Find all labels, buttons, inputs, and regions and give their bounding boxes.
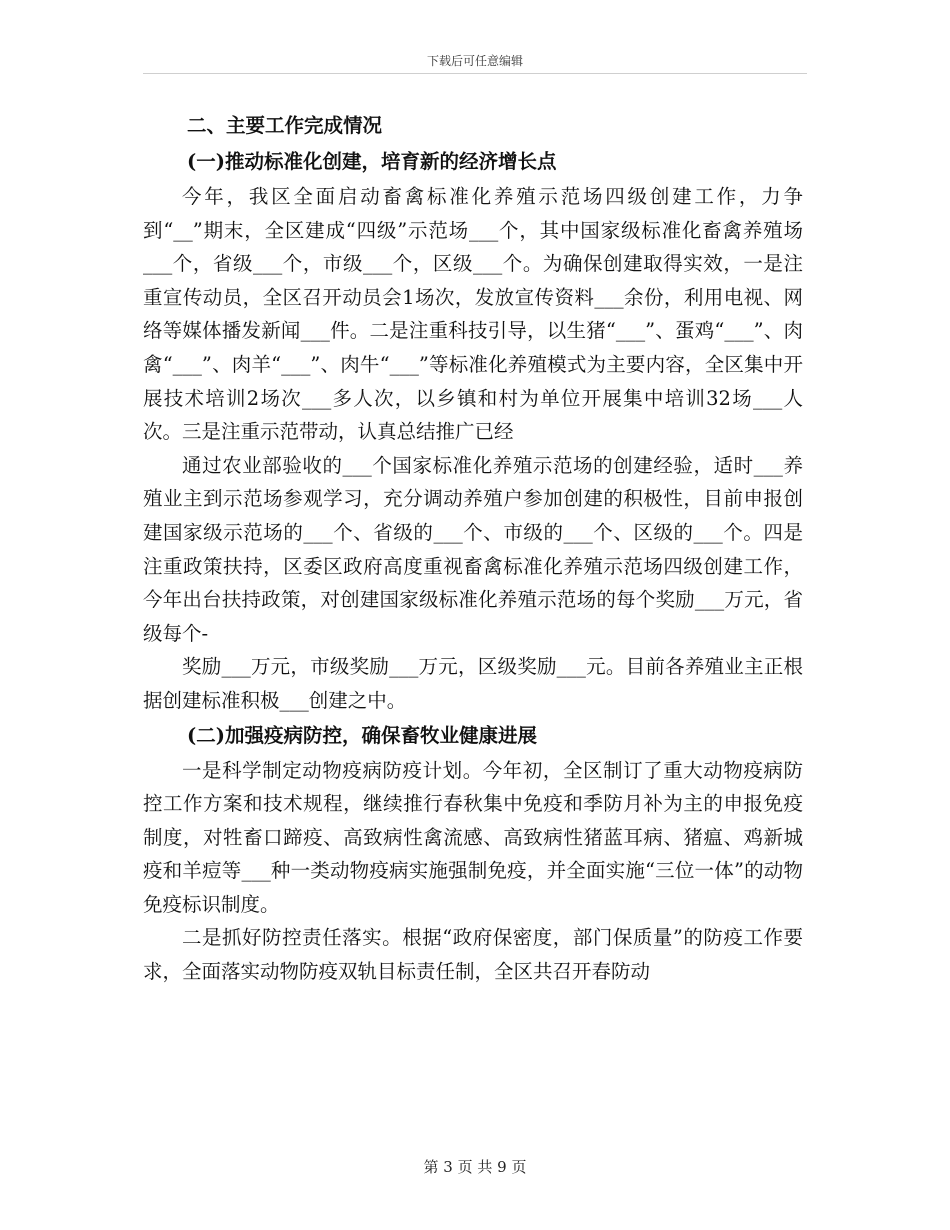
header-divider [143, 73, 807, 74]
paragraph: 通过农业部验收的___个国家标准化养殖示范场的创建经验，适时___养殖业主到示范场参观学习，充分调动养殖户参加创建的积极性，目前申报创建国家级示范场的___个、省级的___个、市级的___个、区级的___个。四是注重政策扶持，区委区政府高度重视畜禽标准化养殖示范场四级创建工作，今年出台扶持政策，对创建国家级标准化养殖示范场的每个奖励___万元，省级每个- [143, 453, 803, 645]
paragraph: 一是科学制定动物疫病防疫计划。今年初，全区制订了重大动物疫病防控工作方案和技术规程，继续推行春秋集中免疫和季防月补为主的申报免疫制度，对牲畜口蹄疫、高致病性禽流感、高致病性猪蓝耳病、猪瘟、鸡新城疫和羊痘等___种一类动物疫病实施强制免疫，并全面实施“三位一体”的动物免疫标识制度。 [143, 758, 803, 916]
page-header: 下载后可任意编辑 [426, 54, 523, 68]
paragraph: 奖励___万元，市级奖励___万元，区级奖励___元。目前各养殖业主正根据创建标准积极___创建之中。 [143, 655, 803, 712]
document-body [143, 108, 803, 989]
page-number: 第 3 页 共 9 页 [423, 1158, 527, 1176]
paragraph: 今年，我区全面启动畜禽标准化养殖示范场四级创建工作，力争到“__”期末，全区建成“四级”示范场___个，其中国家级标准化畜禽养殖场___个，省级___个，市级___个，区级___个。为确保创建取得实效，一是注重宣传动员，全区召开动员会1场次，发放宣传资料___余份，利用电视、网络等媒体播发新闻___件。二是注重科技引导，以生猪“___”、蛋鸡“___”、肉禽“___”、肉羊“___”、肉牛“___”等标准化养殖模式为主要内容，全区集中开展技术培训2场次___多人次，以乡镇和村为单位开展集中培训32场___人次。三是注重示范带动，认真总结推广已经 [143, 185, 803, 444]
subsection-heading-2: (二)加强疫病防控，确保畜牧业健康进展 [187, 723, 537, 747]
subsection-heading-1: (一)推动标准化创建，培育新的经济增长点 [187, 150, 557, 173]
paragraph: 二是抓好防控责任落实。根据“政府保密度，部门保质量”的防疫工作要求，全面落实动物防疫双轨目标责任制，全区共召开春防动 [143, 926, 803, 984]
section-heading: 二、主要工作完成情况 [187, 114, 383, 137]
